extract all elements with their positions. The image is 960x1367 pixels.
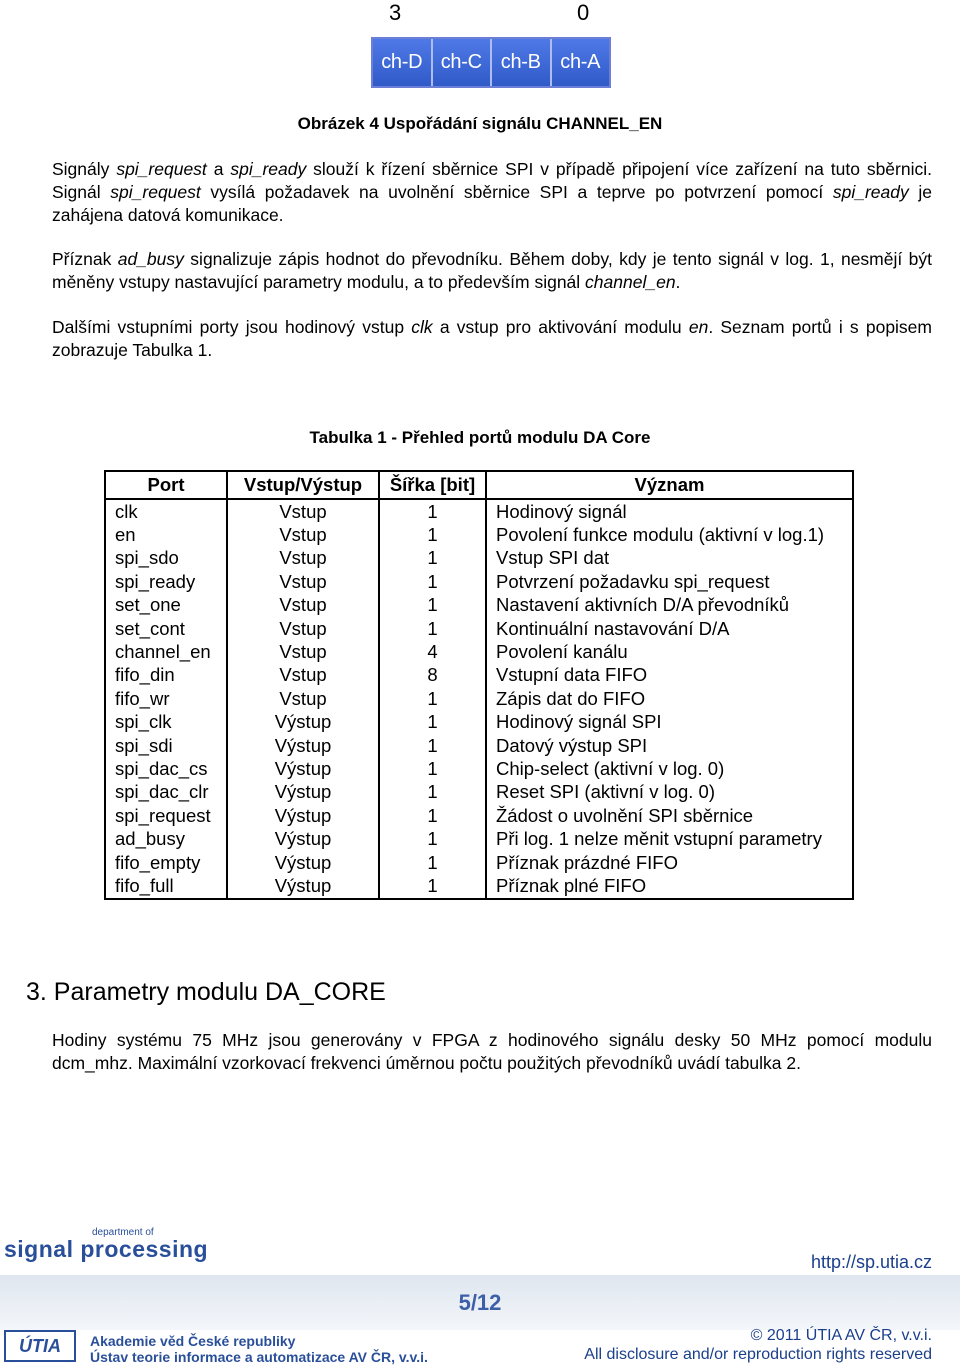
figure-caption: Obrázek 4 Uspořádání signálu CHANNEL_EN bbox=[297, 114, 663, 133]
description-cell: Vstup SPI dat bbox=[486, 547, 853, 570]
channel-diagram bbox=[371, 37, 611, 88]
width-cell: 1 bbox=[379, 617, 486, 640]
table-row bbox=[105, 874, 853, 898]
table-row bbox=[105, 757, 853, 780]
description-cell: Příznak prázdné FIFO bbox=[486, 851, 853, 874]
academy-line-2: Ústav teorie informace a automatizace AV ČR, v.v.i. bbox=[90, 1349, 428, 1365]
table-row bbox=[105, 781, 853, 804]
port-name-cell: spi_clk bbox=[105, 711, 227, 734]
table-caption: Tabulka 1 - Přehled portů modulu DA Core bbox=[309, 428, 651, 447]
description-cell: Potvrzení požadavku spi_request bbox=[486, 570, 853, 593]
description-cell: Žádost o uvolnění SPI sběrnice bbox=[486, 804, 853, 827]
table-row bbox=[105, 594, 853, 617]
signal-name: spi_request bbox=[110, 182, 201, 202]
direction-cell: Výstup bbox=[227, 874, 379, 898]
direction-cell: Vstup bbox=[227, 523, 379, 546]
column-header: Port bbox=[105, 471, 227, 499]
port-name-cell: spi_ready bbox=[105, 570, 227, 593]
signal-name: en bbox=[688, 317, 709, 337]
port-name-cell: fifo_din bbox=[105, 664, 227, 687]
port-name-cell: spi_dac_clr bbox=[105, 781, 227, 804]
port-name-cell: set_one bbox=[105, 594, 227, 617]
text: vysílá požadavek na uvolnění sběrnice SPI a teprve po potvrzení pomocí bbox=[200, 182, 833, 202]
text: slouží k řízení sběrnice SPI v případě připojení více zařízení na tuto sběrnici. Signál bbox=[52, 159, 932, 202]
direction-cell: Vstup bbox=[227, 687, 379, 710]
table-row bbox=[105, 827, 853, 850]
page-number: 5/12 bbox=[458, 1290, 502, 1315]
description-cell: Při log. 1 nelze měnit vstupní parametry bbox=[486, 827, 853, 850]
description-cell: Hodinový signál SPI bbox=[486, 711, 853, 734]
port-name-cell: set_cont bbox=[105, 617, 227, 640]
direction-cell: Výstup bbox=[227, 734, 379, 757]
port-name-cell: spi_request bbox=[105, 804, 227, 827]
signal-name: spi_ready bbox=[832, 182, 909, 202]
channel-cell-c: ch-C bbox=[433, 39, 493, 86]
table-row bbox=[105, 617, 853, 640]
table-row bbox=[105, 570, 853, 593]
description-cell: Hodinový signál bbox=[486, 499, 853, 523]
section-heading: 3. Parametry modulu DA_CORE bbox=[26, 978, 386, 1006]
academy-line-1: Akademie věd České republiky bbox=[90, 1333, 296, 1349]
width-cell: 1 bbox=[379, 570, 486, 593]
description-cell: Vstupní data FIFO bbox=[486, 664, 853, 687]
text: signalizuje zápis hodnot do převodníku. Během doby, kdy je tento signál v log. 1, nesmějí být měněny vstupy nastavující parametry modulu, a to především signál bbox=[52, 249, 932, 292]
table-header-row bbox=[105, 471, 853, 499]
width-cell: 1 bbox=[379, 781, 486, 804]
description-cell: Nastavení aktivních D/A převodníků bbox=[486, 594, 853, 617]
table-row bbox=[105, 523, 853, 546]
text: a vstup pro aktivování modulu bbox=[432, 317, 689, 337]
port-name-cell: fifo_full bbox=[105, 874, 227, 898]
port-name-cell: fifo_wr bbox=[105, 687, 227, 710]
paragraph-spi bbox=[52, 158, 932, 227]
text: Dalšími vstupními porty jsou hodinový vstup bbox=[52, 317, 412, 337]
description-cell: Příznak plné FIFO bbox=[486, 874, 853, 898]
direction-cell: Vstup bbox=[227, 547, 379, 570]
width-cell: 1 bbox=[379, 827, 486, 850]
width-cell: 1 bbox=[379, 757, 486, 780]
utia-logo: ÚTIA bbox=[4, 1330, 76, 1362]
width-cell: 8 bbox=[379, 664, 486, 687]
description-cell: Zápis dat do FIFO bbox=[486, 687, 853, 710]
table-row bbox=[105, 711, 853, 734]
column-header: Šířka [bit] bbox=[379, 471, 486, 499]
direction-cell: Výstup bbox=[227, 711, 379, 734]
table-row bbox=[105, 687, 853, 710]
table-body bbox=[105, 499, 853, 899]
paragraph-ad-busy bbox=[52, 248, 932, 294]
direction-cell: Výstup bbox=[227, 851, 379, 874]
table-row bbox=[105, 664, 853, 687]
port-name-cell: spi_sdi bbox=[105, 734, 227, 757]
website-link[interactable]: http://sp.utia.cz bbox=[810, 1252, 932, 1272]
width-cell: 1 bbox=[379, 711, 486, 734]
section-paragraph: Hodiny systému 75 MHz jsou generovány v FPGA z hodinového signálu desky 50 MHz pomocí modulu dcm_mhz. Maximální vzorkovací frekvenci úměrnou počtu použitých převodníků uvádí tabulka 2. bbox=[52, 1030, 932, 1073]
signal-name: channel_en bbox=[585, 272, 676, 292]
copyright: © 2011 ÚTIA AV ČR, v.v.i. bbox=[750, 1327, 932, 1344]
rights-notice: All disclosure and/or reproduction rights reserved bbox=[584, 1346, 932, 1363]
bit-index-low: 0 bbox=[577, 0, 590, 25]
port-name-cell: channel_en bbox=[105, 640, 227, 663]
description-cell: Datový výstup SPI bbox=[486, 734, 853, 757]
direction-cell: Výstup bbox=[227, 781, 379, 804]
port-name-cell: clk bbox=[105, 499, 227, 523]
width-cell: 1 bbox=[379, 851, 486, 874]
port-name-cell: spi_sdo bbox=[105, 547, 227, 570]
port-name-cell: en bbox=[105, 523, 227, 546]
width-cell: 1 bbox=[379, 594, 486, 617]
signal-name: clk bbox=[411, 317, 433, 337]
channel-cell-d: ch-D bbox=[373, 39, 433, 86]
ports-table bbox=[104, 470, 854, 900]
signal-name: spi_ready bbox=[230, 159, 307, 179]
text: a bbox=[206, 159, 231, 179]
port-name-cell: ad_busy bbox=[105, 827, 227, 850]
width-cell: 1 bbox=[379, 687, 486, 710]
direction-cell: Výstup bbox=[227, 827, 379, 850]
direction-cell: Výstup bbox=[227, 757, 379, 780]
direction-cell: Vstup bbox=[227, 617, 379, 640]
port-name-cell: fifo_empty bbox=[105, 851, 227, 874]
channel-cell-b: ch-B bbox=[492, 39, 552, 86]
description-cell: Reset SPI (aktivní v log. 0) bbox=[486, 781, 853, 804]
description-cell: Povolení funkce modulu (aktivní v log.1) bbox=[486, 523, 853, 546]
direction-cell: Vstup bbox=[227, 640, 379, 663]
description-cell: Kontinuální nastavování D/A bbox=[486, 617, 853, 640]
width-cell: 1 bbox=[379, 874, 486, 898]
width-cell: 1 bbox=[379, 734, 486, 757]
direction-cell: Vstup bbox=[227, 570, 379, 593]
text: Signály bbox=[52, 159, 117, 179]
logo-title: signal processing bbox=[4, 1236, 209, 1262]
text: . Seznam portů i s popisem zobrazuje Tabulka 1. bbox=[52, 317, 932, 360]
width-cell: 1 bbox=[379, 499, 486, 523]
logo-subtitle: department of bbox=[92, 1227, 154, 1238]
column-header: Vstup/Výstup bbox=[227, 471, 379, 499]
text: . bbox=[675, 272, 681, 292]
channel-cell-a: ch-A bbox=[552, 39, 610, 86]
table-row bbox=[105, 640, 853, 663]
bit-index-high: 3 bbox=[389, 0, 402, 25]
paragraph-ports bbox=[52, 316, 932, 362]
width-cell: 1 bbox=[379, 547, 486, 570]
text: Příznak bbox=[52, 249, 118, 269]
direction-cell: Vstup bbox=[227, 664, 379, 687]
description-cell: Chip-select (aktivní v log. 0) bbox=[486, 757, 853, 780]
table-row bbox=[105, 851, 853, 874]
table-row bbox=[105, 804, 853, 827]
description-cell: Povolení kanálu bbox=[486, 640, 853, 663]
table-row bbox=[105, 734, 853, 757]
signal-name: ad_busy bbox=[117, 249, 184, 269]
direction-cell: Výstup bbox=[227, 804, 379, 827]
port-name-cell: spi_dac_cs bbox=[105, 757, 227, 780]
column-header: Význam bbox=[486, 471, 853, 499]
direction-cell: Vstup bbox=[227, 499, 379, 523]
width-cell: 4 bbox=[379, 640, 486, 663]
width-cell: 1 bbox=[379, 523, 486, 546]
direction-cell: Vstup bbox=[227, 594, 379, 617]
signal-name: spi_request bbox=[116, 159, 207, 179]
width-cell: 1 bbox=[379, 804, 486, 827]
table-row bbox=[105, 499, 853, 523]
table-row bbox=[105, 547, 853, 570]
text: je zahájena datová komunikace. bbox=[52, 182, 932, 225]
